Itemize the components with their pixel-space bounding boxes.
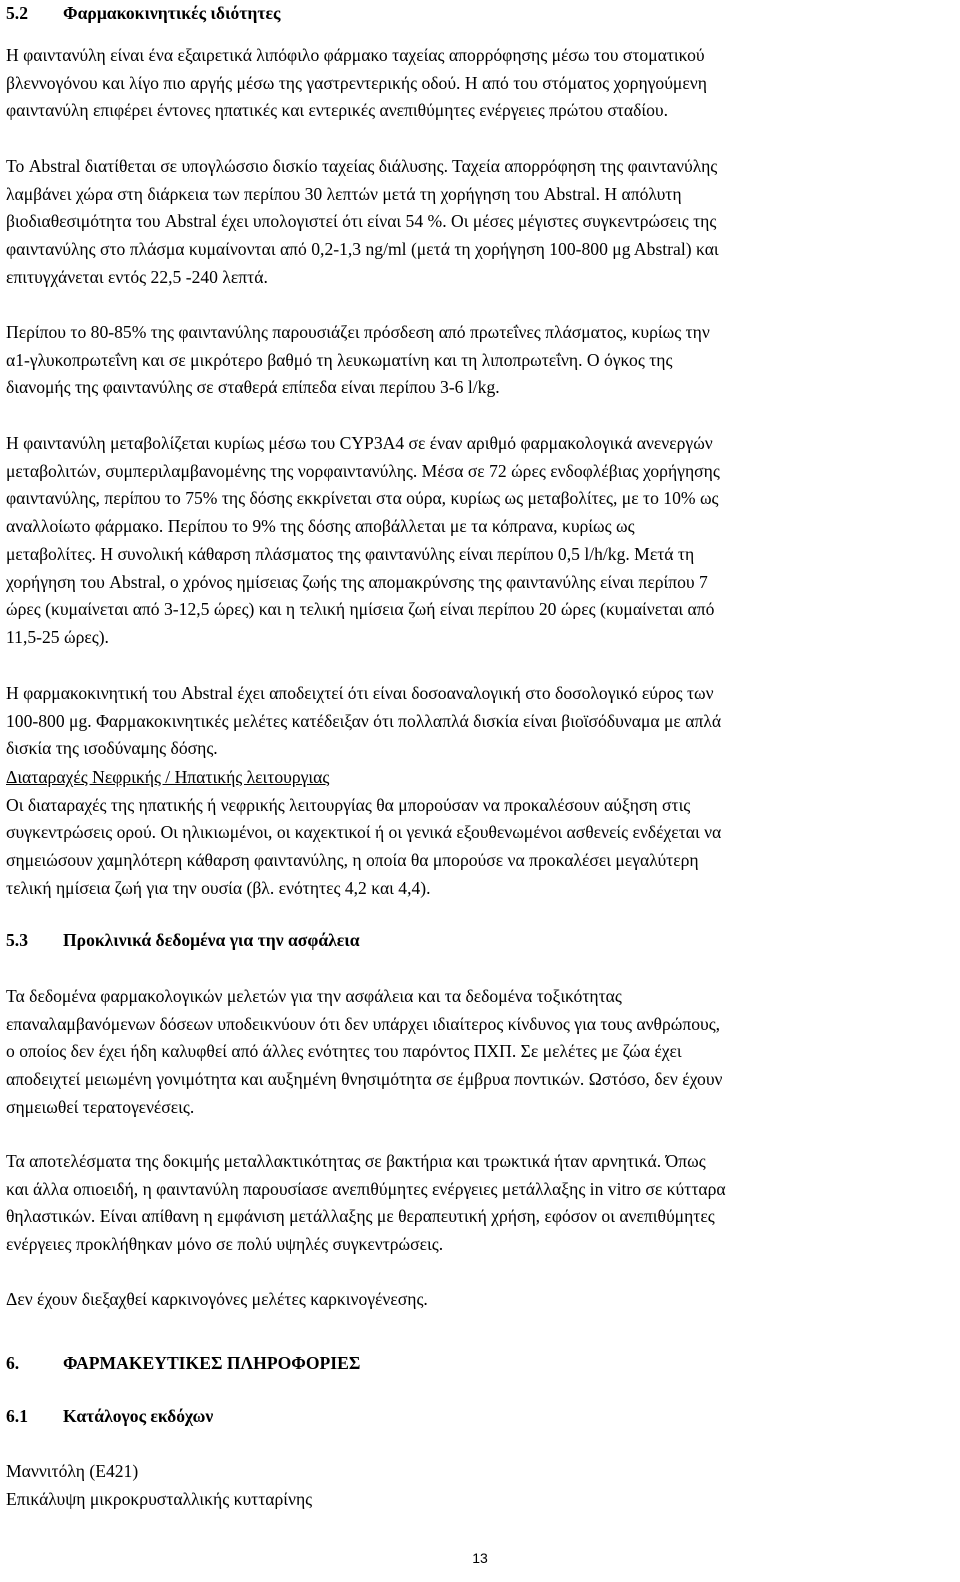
- text-line: 11,5-25 ώρες).: [6, 626, 109, 647]
- excipient-list: [6, 1458, 956, 1513]
- paragraph: [6, 319, 956, 402]
- text-line: Η φαιντανύλη είναι ένα εξαιρετικά λιπόφιλο φάρμακο ταχείας απορρόφησης μέσω του στοματικού: [6, 45, 705, 65]
- text-line: ο οποίος δεν έχει ήδη καλυφθεί από άλλες ενότητες του παρόντος ΠΧΠ. Σε μελέτες με ζώα έχει: [6, 1041, 682, 1062]
- text-line: θηλαστικών. Είναι απίθανη η εμφάνιση μετάλλαξης με θεραπευτική χρήση, εφόσον οι ανεπιθύμητες: [6, 1206, 715, 1227]
- section-5-2-heading: [6, 3, 280, 24]
- text-line: Η φαρμακοκινητική του Abstral έχει αποδειχτεί ότι είναι δοσοαναλογική στο δοσολογικό εύρος των: [6, 683, 714, 703]
- text-line: μεταβολίτες. Η συνολική κάθαρση πλάσματος της φαιντανύλης είναι περίπου 0,5 l/h/kg. Μετά τη: [6, 543, 695, 564]
- paragraph: [6, 42, 956, 125]
- text-line: βλεννογόνου και λίγο πιο αργής μέσω της γαστρεντερικής οδού. Η από του στόματος χορηγούμενη: [6, 72, 707, 93]
- subheading: Διαταραχές Νεφρικής / Ηπατικής λειτουργιας: [6, 767, 330, 787]
- paragraph: [6, 1286, 956, 1314]
- text-line: 100-800 μg. Φαρμακοκινητικές μελέτες κατέδειξαν ότι πολλαπλά δισκία είναι βιοϊσόδυναμα με απλά: [6, 710, 722, 731]
- text-line: Το Abstral διατίθεται σε υπογλώσσιο δισκίο ταχείας διάλυσης. Ταχεία απορρόφηση της φαιντανύλης: [6, 156, 718, 176]
- text-line: αναλλοίωτο φάρμακο. Περίπου το 9% της δόσης αποβάλλεται με τα κόπρανα, κυρίως ως: [6, 516, 635, 537]
- text-line: σημειώσουν χαμηλότερη κάθαρση φαιντανύλης, η οποία θα μπορούσε να προκαλέσει μεγαλύτερη: [6, 850, 699, 871]
- section-number: 6.1: [6, 1406, 28, 1426]
- text-line: ενέργειες προκλήθηκαν μόνο σε πολύ υψηλές συγκεντρώσεις.: [6, 1234, 444, 1255]
- section-title: Κατάλογος εκδόχων: [63, 1406, 214, 1426]
- section-number: 5.2: [6, 3, 28, 23]
- text-line: Οι διαταραχές της ηπατικής ή νεφρικής λειτουργίας θα μπορούσαν να προκαλέσουν αύξηση στις: [6, 794, 691, 815]
- section-5-3-heading: [6, 930, 360, 951]
- text-line: φαιντανύλη επιφέρει έντονες ηπατικές και εντερικές ανεπιθύμητες ενέργειες πρώτου σταδίου.: [6, 100, 669, 121]
- text-line: Περίπου το 80-85% της φαιντανύλης παρουσιάζει πρόσδεση από πρωτεΐνες πλάσματος, κυρίως την: [6, 322, 710, 342]
- paragraph: [6, 764, 956, 903]
- section-title: Φαρμακοκινητικές ιδιότητες: [63, 3, 281, 23]
- section-6-heading: [6, 1353, 360, 1374]
- text-line: Τα δεδομένα φαρμακολογικών μελετών για την ασφάλεια και τα δεδομένα τοξικότητας: [6, 986, 622, 1006]
- text-line: αποδειχτεί μειωμένη γονιμότητα και αυξημένη θνησιμότητα σε έμβρυα ποντικών. Ωστόσο, δεν έχουν: [6, 1069, 723, 1090]
- paragraph: [6, 1148, 956, 1259]
- text-line: τελική ημίσεια ζωή για την ουσία (βλ. ενότητες 4,2 και 4,4).: [6, 877, 431, 898]
- text-line: φαιντανύλης στο πλάσμα κυμαίνονται από 0,2-1,3 ng/ml (μετά τη χορήγηση 100-800 μg Abstral) και: [6, 239, 719, 260]
- text-line: λαμβάνει χώρα στη διάρκεια των περίπου 30 λεπτών μετά τη χορήγηση του Abstral. Η απόλυτη: [6, 183, 682, 204]
- text-line: ώρες (κυμαίνεται από 3-12,5 ώρες) και η τελική ημίσεια ζωή είναι περίπου 20 ώρες (κυμαίνεται από: [6, 599, 715, 620]
- text-line: και άλλα οπιοειδή, η φαιντανύλη παρουσίασε ανεπιθύμητες ενέργειες μετάλλαξης in vitro σε κύτταρα: [6, 1178, 726, 1199]
- section-number: 5.3: [6, 930, 28, 950]
- section-6-1-heading: [6, 1406, 213, 1427]
- text-line: συγκεντρώσεις ορού. Οι ηλικιωμένοι, οι καχεκτικοί ή οι γενικά εξουθενωμένοι ασθενείς ενδέχεται να: [6, 822, 722, 843]
- text-line: μεταβολιτών, συμπεριλαμβανομένης της νορφαιντανύλης. Μέσα σε 72 ώρες ενδοφλέβιας χορήγησης: [6, 460, 720, 481]
- section-title: ΦΑΡΜΑΚΕΥΤΙΚΕΣ ΠΛΗΡΟΦΟΡΙΕΣ: [63, 1353, 361, 1373]
- page-number: 13: [472, 1550, 488, 1566]
- text-line: Η φαιντανύλη μεταβολίζεται κυρίως μέσω του CYP3A4 σε έναν αριθμό φαρμακολογικά ανενεργών: [6, 433, 713, 453]
- text-line: διανομής της φαιντανύλης σε σταθερά επίπεδα είναι περίπου 3-6 l/kg.: [6, 377, 500, 398]
- paragraph: [6, 430, 956, 652]
- paragraph: [6, 153, 956, 292]
- section-title: Προκλινικά δεδομένα για την ασφάλεια: [63, 930, 360, 950]
- section-number: 6.: [6, 1353, 20, 1373]
- paragraph: [6, 983, 956, 1122]
- text-line: επαναλαμβανόμενων δόσεων υποδεικνύουν ότι δεν υπάρχει ιδιαίτερος κίνδυνος για τους ανθρώπους,: [6, 1013, 721, 1034]
- text-line: βιοδιαθεσιμότητα του Abstral έχει υπολογιστεί ότι είναι 54 %. Οι μέσες μέγιστες συγκεντρώσεις της: [6, 211, 717, 232]
- text-line: επιτυγχάνεται εντός 22,5 -240 λεπτά.: [6, 266, 268, 287]
- paragraph: [6, 680, 956, 763]
- list-item: Επικάλυψη μικροκρυσταλλικής κυτταρίνης: [6, 1488, 313, 1509]
- text-line: φαιντανύλης, περίπου το 75% της δόσης εκκρίνεται στα ούρα, κυρίως ως μεταβολίτες, με το 10% ως: [6, 488, 719, 509]
- text-line: σημειωθεί τερατογενέσεις.: [6, 1096, 195, 1117]
- text-line: δισκία της ισοδύναμης δόσης.: [6, 738, 218, 759]
- text-line: Δεν έχουν διεξαχθεί καρκινογόνες μελέτες καρκινογένεσης.: [6, 1289, 428, 1309]
- text-line: α1-γλυκοπρωτεΐνη και σε μικρότερο βαθμό τη λευκωματίνη και τη λιποπρωτεΐνη. Ο όγκος της: [6, 349, 673, 370]
- text-line: χορήγηση του Abstral, ο χρόνος ημίσειας ζωής της απομακρύνσης της φαιντανύλης είναι περίπου 7: [6, 571, 708, 592]
- text-line: Τα αποτελέσματα της δοκιμής μεταλλακτικότητας σε βακτήρια και τρωκτικά ήταν αρνητικά. Όπως: [6, 1151, 706, 1171]
- list-item: Μαννιτόλη (E421): [6, 1461, 139, 1481]
